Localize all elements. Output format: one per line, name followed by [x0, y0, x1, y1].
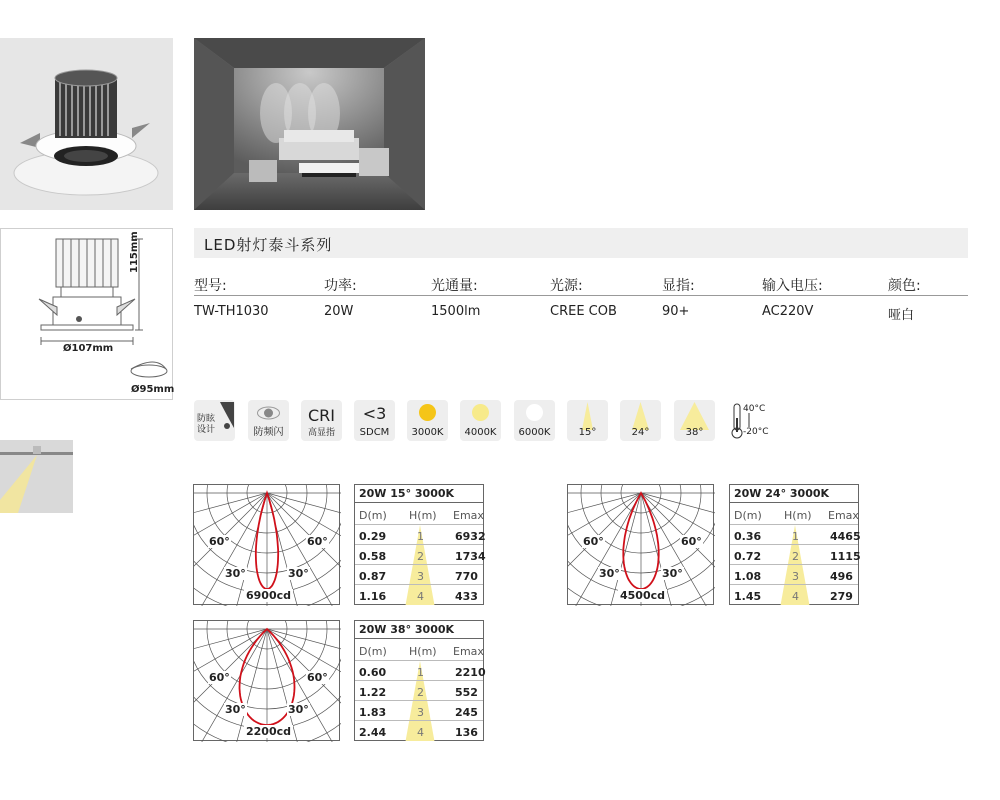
table-cell-distance: 0.72	[734, 550, 762, 563]
table-cell-distance: 1.83	[359, 706, 387, 719]
table-cell-distance: 1.22	[359, 686, 387, 699]
table-column-header: Emax	[453, 645, 484, 658]
beam-24-label: 24°	[631, 427, 650, 438]
spec-header-color: 颜色:	[888, 278, 921, 294]
table-cell-height: 2	[417, 550, 424, 563]
table-cell-height: 4	[792, 590, 799, 603]
cct-3000k-icon	[407, 400, 448, 441]
anti-glare-label: 防眩 设计	[197, 414, 216, 435]
table-cell-emax: 6932	[455, 530, 486, 543]
room-scene-image	[194, 38, 425, 210]
table-cell-height: 1	[417, 666, 424, 679]
beam-38-label: 38°	[685, 427, 704, 438]
cct-6000k-dot	[526, 404, 543, 421]
polar-angle-label: 30°	[225, 567, 246, 580]
table-cell-height: 3	[417, 570, 424, 583]
table-row-divider	[355, 544, 483, 545]
table-column-header: Emax	[453, 509, 484, 522]
height-dimension: 115mm	[129, 231, 140, 273]
peak-intensity-label: 2200cd	[246, 725, 292, 738]
table-cell-emax: 433	[455, 590, 478, 603]
beam-15-label: 15°	[578, 427, 597, 438]
cct-4000k-label: 4000K	[464, 427, 497, 438]
table-row-divider	[730, 564, 858, 565]
product-image-panel	[0, 38, 173, 210]
cri-icon	[301, 400, 342, 441]
table-cell-emax: 245	[455, 706, 478, 719]
table-row-divider	[355, 584, 483, 585]
table-title: 20W 38° 3000K	[355, 621, 483, 639]
cct-4000k-dot	[472, 404, 489, 421]
table-cell-distance: 0.87	[359, 570, 387, 583]
photometric-table	[354, 484, 484, 605]
table-cell-emax: 1734	[455, 550, 486, 563]
table-cell-distance: 1.45	[734, 590, 762, 603]
polar-grid-ring	[568, 485, 715, 573]
table-row-divider	[355, 564, 483, 565]
cct-3000k-label: 3000K	[411, 427, 444, 438]
cri-label: 高显指	[307, 428, 335, 438]
table-column-header: H(m)	[409, 645, 437, 658]
spec-header-power: 功率:	[324, 278, 357, 294]
table-cell-emax: 552	[455, 686, 478, 699]
spec-header-flux: 光通量:	[431, 278, 478, 294]
table-cell-height: 4	[417, 590, 424, 603]
table-cell-emax: 1115	[830, 550, 861, 563]
cct-6000k-icon	[514, 400, 555, 441]
table-cell-emax: 4465	[830, 530, 861, 543]
photometric-table	[354, 620, 484, 741]
cct-4000k-icon	[460, 400, 501, 441]
polar-grid-ring	[194, 621, 341, 709]
spec-header-voltage: 输入电压:	[762, 278, 823, 294]
cct-3000k-dot	[419, 404, 436, 421]
table-column-header: H(m)	[409, 509, 437, 522]
anti-flicker-icon	[248, 400, 289, 441]
polar-chart	[193, 484, 340, 605]
table-cell-distance: 0.29	[359, 530, 387, 543]
series-title-bar	[194, 228, 968, 258]
peak-intensity-label: 4500cd	[620, 589, 666, 602]
table-cell-distance: 1.16	[359, 590, 387, 603]
polar-grid-spoke	[641, 493, 715, 573]
polar-angle-label: 60°	[209, 671, 230, 684]
table-cell-emax: 2210	[455, 666, 486, 679]
table-cell-distance: 0.60	[359, 666, 387, 679]
table-cell-height: 1	[417, 530, 424, 543]
table-cell-height: 4	[417, 726, 424, 739]
temperature-low-label: -20°C	[743, 427, 769, 437]
sdcm-label: SDCM	[359, 427, 390, 438]
table-row-divider	[355, 524, 483, 525]
table-column-header: H(m)	[784, 509, 812, 522]
table-cell-distance: 1.08	[734, 570, 762, 583]
table-cell-emax: 279	[830, 590, 853, 603]
diameter-dimension: Ø107mm	[63, 343, 114, 354]
anti-glare-icon	[194, 400, 235, 441]
spec-value-voltage: AC220V	[762, 304, 814, 319]
table-cell-height: 3	[417, 706, 424, 719]
table-row-divider	[355, 680, 483, 681]
table-column-header: D(m)	[734, 509, 762, 522]
beam-15-icon	[567, 400, 608, 441]
table-cell-height: 2	[792, 550, 799, 563]
polar-angle-label: 60°	[307, 671, 328, 684]
polar-chart	[193, 620, 340, 741]
table-cell-emax: 770	[455, 570, 478, 583]
table-cell-emax: 496	[830, 570, 853, 583]
cutout-dimension: Ø95mm	[131, 384, 175, 395]
spec-divider	[194, 295, 968, 296]
table-column-header: D(m)	[359, 645, 387, 658]
table-row-divider	[355, 720, 483, 721]
table-cell-distance: 0.58	[359, 550, 387, 563]
cct-6000k-label: 6000K	[518, 427, 551, 438]
dimension-drawing	[0, 228, 173, 400]
table-column-header: D(m)	[359, 509, 387, 522]
spec-value-power: 20W	[324, 304, 354, 319]
table-cell-distance: 2.44	[359, 726, 387, 739]
sdcm-icon-text: <3	[362, 404, 387, 423]
photometric-table	[729, 484, 859, 605]
polar-angle-label: 30°	[225, 703, 246, 716]
table-row-divider	[355, 700, 483, 701]
table-cell-emax: 136	[455, 726, 478, 739]
table-row-divider	[730, 584, 858, 585]
spec-value-source: CREE COB	[550, 304, 617, 319]
beam-24-icon	[620, 400, 661, 441]
sdcm-icon	[354, 400, 395, 441]
peak-intensity-label: 6900cd	[246, 589, 292, 602]
spec-value-model: TW-TH1030	[194, 304, 269, 319]
table-cell-height: 1	[792, 530, 799, 543]
polar-angle-label: 60°	[583, 535, 604, 548]
beam-thumbnail	[0, 440, 73, 513]
product-render	[0, 38, 173, 210]
spec-value-flux: 1500lm	[431, 304, 481, 319]
polar-chart	[567, 484, 714, 605]
polar-angle-label: 30°	[288, 567, 309, 580]
cri-icon-text: CRI	[307, 406, 335, 425]
temperature-high-label: 40°C	[743, 404, 766, 414]
polar-angle-label: 60°	[681, 535, 702, 548]
table-row-divider	[355, 660, 483, 661]
table-title: 20W 15° 3000K	[355, 485, 483, 503]
spec-header-cri: 显指:	[662, 278, 695, 294]
temperature-icon	[727, 400, 768, 441]
spec-value-color: 哑白	[888, 308, 915, 323]
polar-angle-label: 60°	[209, 535, 230, 548]
anti-flicker-label: 防频闪	[253, 427, 284, 438]
table-cell-height: 3	[792, 570, 799, 583]
series-title: LED射灯泰斗系列	[204, 236, 333, 254]
table-title: 20W 24° 3000K	[730, 485, 858, 503]
polar-angle-label: 60°	[307, 535, 328, 548]
spec-value-cri: 90+	[662, 304, 690, 319]
polar-angle-label: 30°	[662, 567, 683, 580]
spec-header-model: 型号:	[194, 278, 227, 294]
beam-38-icon	[674, 400, 715, 441]
polar-angle-label: 30°	[599, 567, 620, 580]
table-cell-height: 2	[417, 686, 424, 699]
table-row-divider	[730, 544, 858, 545]
table-column-header: Emax	[828, 509, 859, 522]
polar-grid-ring	[194, 485, 341, 573]
table-cell-distance: 0.36	[734, 530, 762, 543]
spec-header-source: 光源:	[550, 278, 583, 294]
polar-angle-label: 30°	[288, 703, 309, 716]
table-row-divider	[730, 524, 858, 525]
